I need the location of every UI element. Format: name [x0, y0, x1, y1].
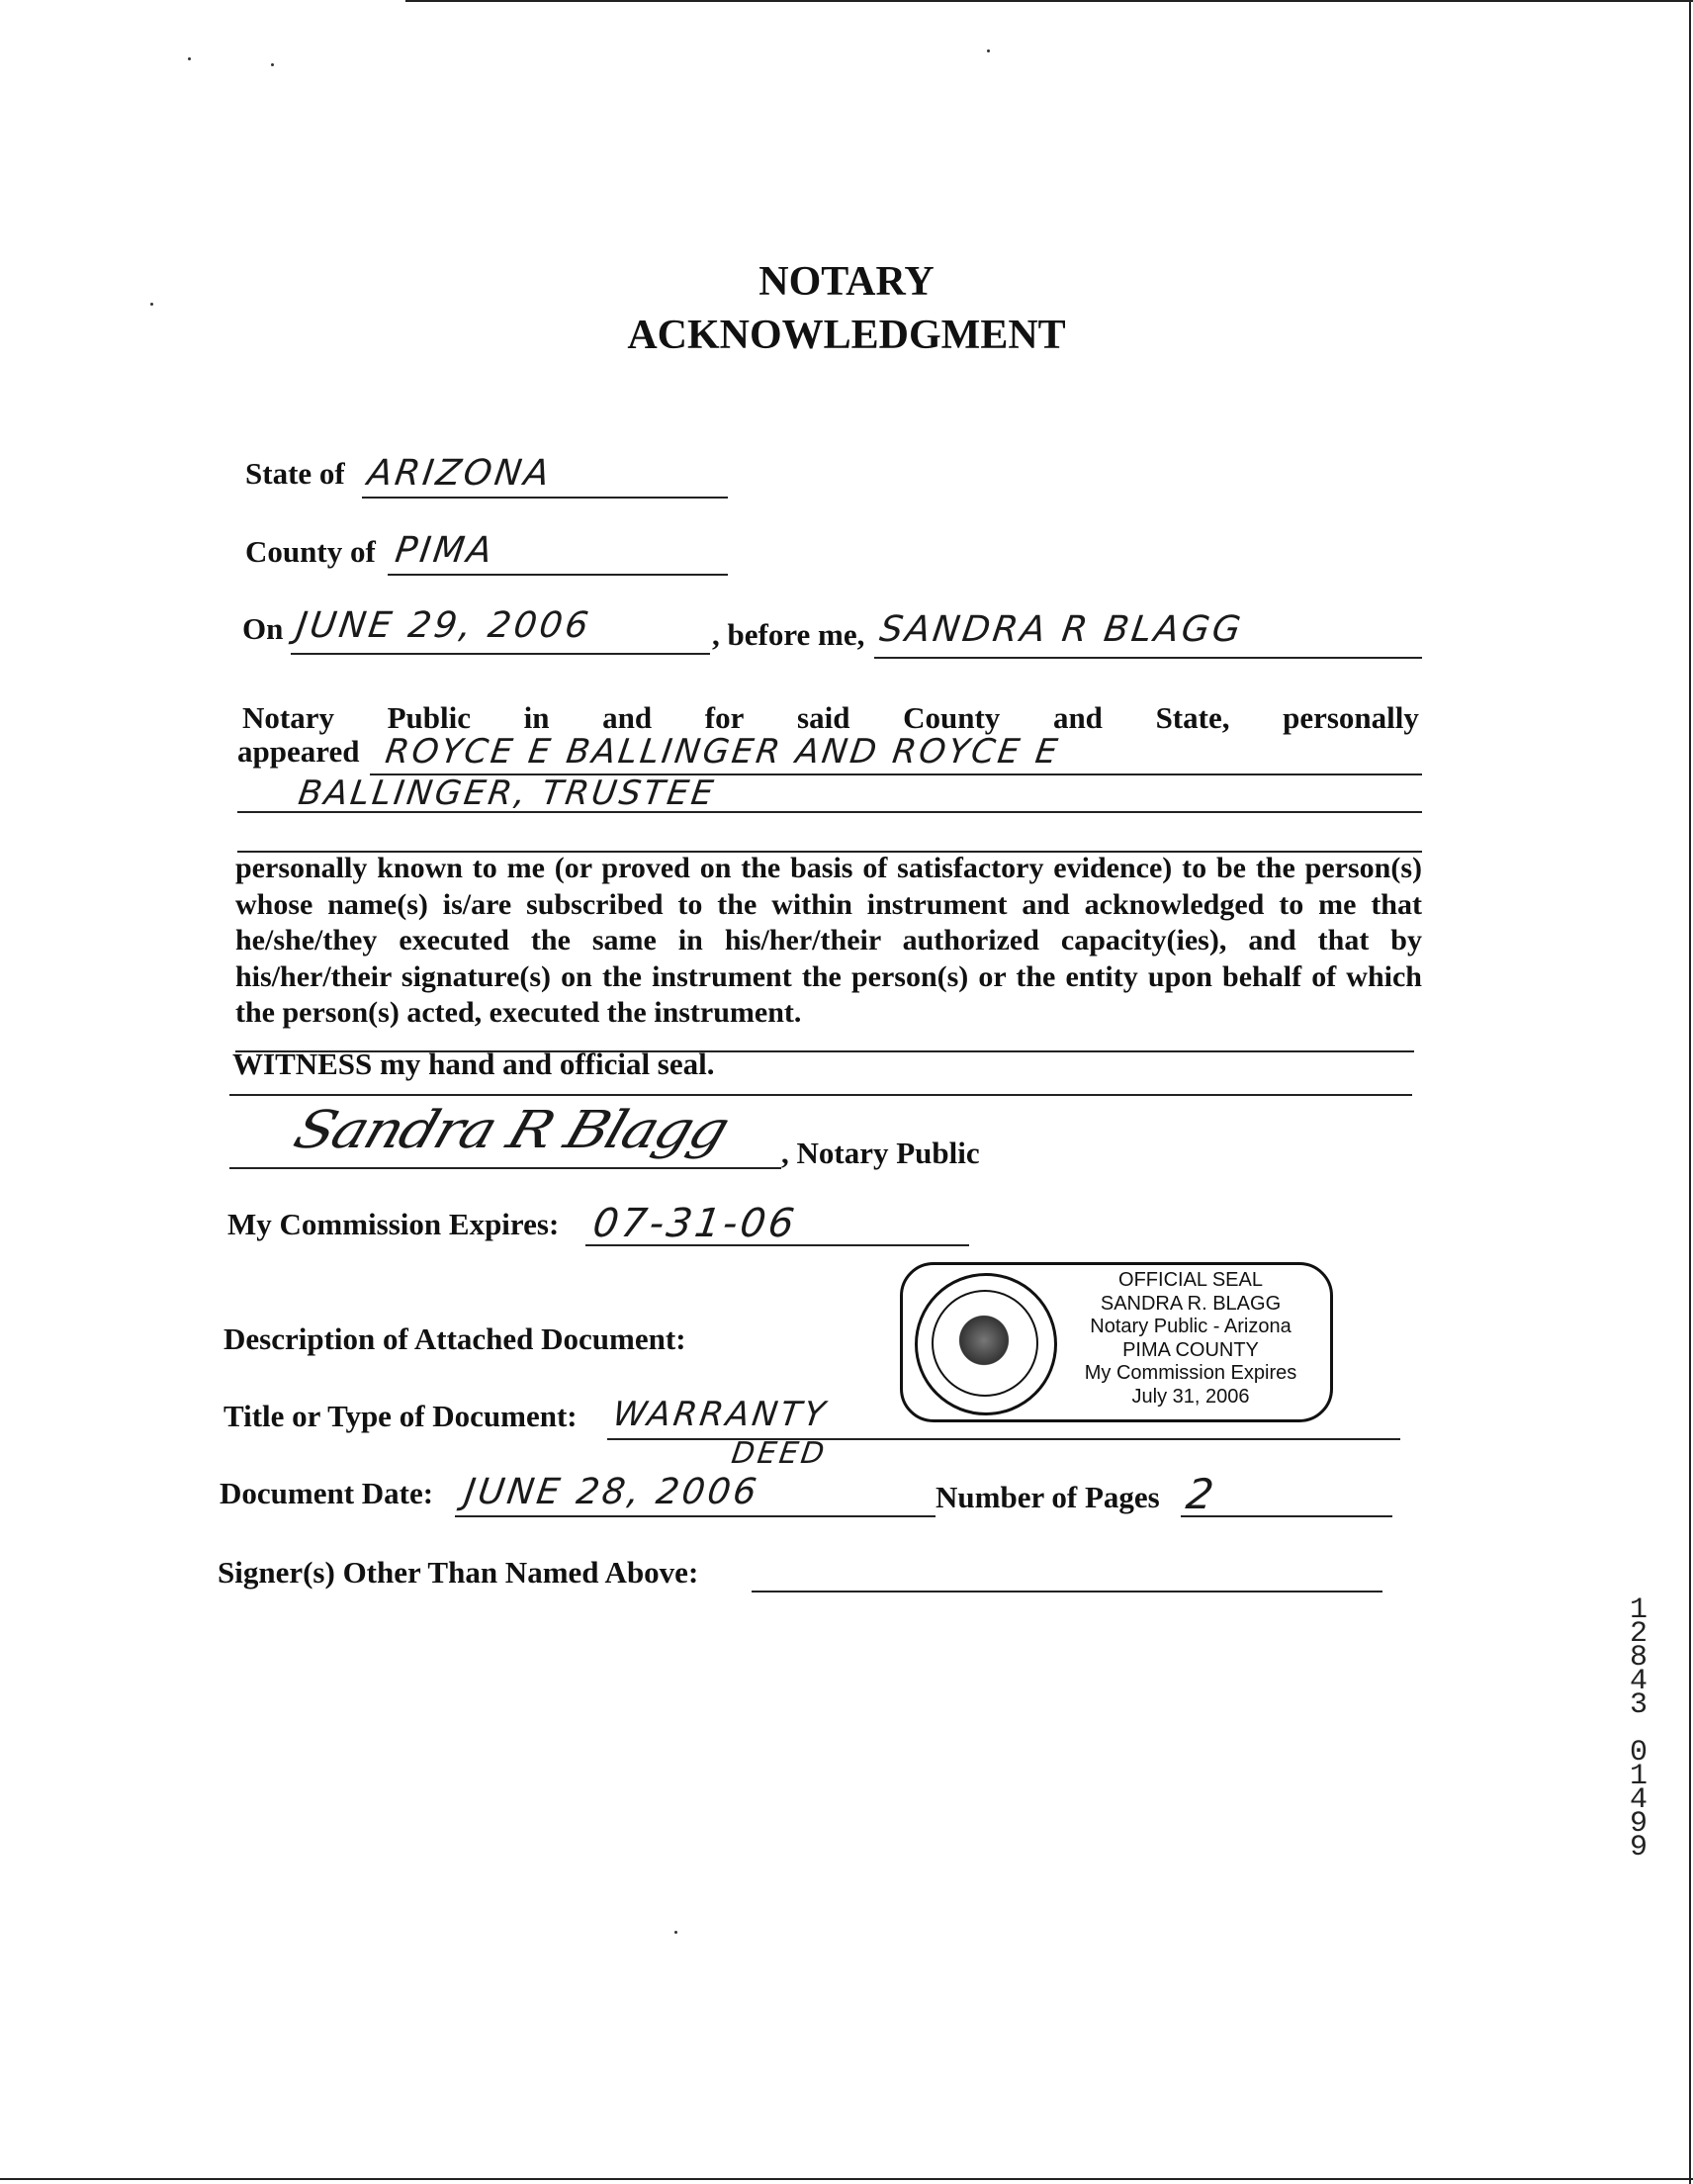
pages-value: 2	[1183, 1470, 1220, 1518]
witness-statement: WITNESS my hand and official seal.	[232, 1046, 715, 1081]
county-label: County of	[245, 534, 376, 569]
seal-core	[955, 1312, 1013, 1369]
seal-line: OFFICIAL SEAL	[1118, 1269, 1263, 1291]
recording-digit: 0	[1629, 1736, 1648, 1770]
clause-word: in	[523, 700, 550, 735]
acknowledgment-date: JUNE 29, 2006	[294, 605, 594, 646]
seal-line: July 31, 2006	[1131, 1385, 1250, 1408]
page-border-top	[405, 0, 1693, 2]
doc-type-underline	[607, 1438, 1400, 1440]
notary-signature	[287, 1096, 736, 1163]
other-signers-underline	[752, 1591, 1382, 1592]
notary-name-underline	[874, 657, 1422, 659]
recording-digit: 8	[1629, 1641, 1648, 1675]
document-title-line2: ACKNOWLEDGMENT	[627, 313, 1066, 358]
pages-label: Number of Pages	[936, 1480, 1160, 1514]
clause-word: County	[903, 700, 1001, 735]
clause-word: State,	[1155, 700, 1230, 735]
recording-digit: 2	[1629, 1617, 1648, 1651]
doc-type-label: Title or Type of Document:	[223, 1399, 578, 1433]
commission-label: My Commission Expires:	[227, 1207, 560, 1241]
recording-digit: 1	[1629, 1593, 1648, 1627]
recording-digit: 1	[1629, 1760, 1648, 1793]
scan-speck	[674, 1931, 677, 1934]
doc-type-value-line2: DEED	[729, 1436, 830, 1471]
page-border-bottom	[0, 2178, 1693, 2180]
doc-date-underline	[455, 1515, 936, 1517]
recording-number	[1622, 1593, 1655, 1865]
acknowledgment-paragraph: personally known to me (or proved on the basis of satisfactory evidence) to be the person(s) whose name(s) is/are subscribed to the within instrument and acknowledged to me that he/she/they executed the same in his/her/their authorized capacity(ies), and that by his/her/their signature(s) on the instrument the person(s) or the entity upon behalf of which the person(s) acted, executed the instrument.	[235, 852, 1422, 1029]
seal-line: My Commission Expires	[1084, 1362, 1297, 1384]
clause-word: for	[704, 700, 745, 735]
seal-line: PIMA COUNTY	[1122, 1338, 1259, 1361]
seal-line: Notary Public - Arizona	[1090, 1316, 1292, 1337]
doc-date-label: Document Date:	[220, 1476, 434, 1510]
doc-date-value: JUNE 28, 2006	[462, 1472, 762, 1512]
description-label: Description of Attached Document:	[223, 1321, 686, 1356]
on-label: On	[242, 611, 284, 646]
notary-signature-handwriting: Sandra R Blagg	[287, 1099, 736, 1160]
scan-speck	[987, 49, 990, 52]
recording-digit: 9	[1629, 1807, 1648, 1841]
commission-expiry-value: 07-31-06	[589, 1201, 800, 1246]
clause-word: personally	[1283, 700, 1419, 735]
clause-word: Notary	[242, 700, 334, 735]
appeared-label: appeared	[237, 734, 360, 769]
appeared-names-line2: BALLINGER, TRUSTEE	[296, 774, 719, 813]
county-value: PIMA	[393, 530, 497, 571]
document-title-line1: NOTARY	[758, 259, 935, 305]
scan-speck	[271, 63, 274, 66]
recording-digit: 4	[1629, 1665, 1648, 1698]
notary-public-suffix: , Notary Public	[781, 1136, 980, 1170]
clause-word: said	[797, 700, 850, 735]
clause-word: and	[602, 700, 653, 735]
state-label: State of	[245, 456, 345, 491]
date-underline	[291, 653, 710, 655]
state-underline	[362, 497, 728, 499]
notary-name-handwritten: SANDRA R BLAGG	[877, 609, 1246, 650]
recording-digit: 9	[1629, 1831, 1648, 1865]
commission-underline	[585, 1244, 969, 1246]
before-me-label: , before me,	[712, 617, 865, 652]
seal-text-block	[1059, 1269, 1322, 1409]
pages-underline	[1181, 1515, 1392, 1517]
recording-digit: 3	[1629, 1688, 1648, 1722]
other-signers-label: Signer(s) Other Than Named Above:	[218, 1555, 699, 1590]
official-notary-seal	[900, 1262, 1333, 1422]
appeared-names-line1: ROYCE E BALLINGER AND ROYCE E	[383, 732, 1063, 772]
signature-underline	[229, 1167, 781, 1169]
clause-word: and	[1052, 700, 1103, 735]
county-underline	[388, 574, 728, 576]
state-seal-emblem	[915, 1273, 1057, 1415]
seal-line: SANDRA R. BLAGG	[1100, 1292, 1282, 1315]
doc-type-value-line1: WARRANTY	[610, 1395, 831, 1434]
recording-digit: 4	[1629, 1783, 1648, 1817]
clause-word: Public	[387, 700, 472, 735]
appeared-underline-2	[237, 811, 1422, 813]
scan-speck	[188, 57, 191, 60]
state-value: ARIZONA	[365, 453, 555, 494]
notary-public-clause	[242, 700, 1419, 736]
